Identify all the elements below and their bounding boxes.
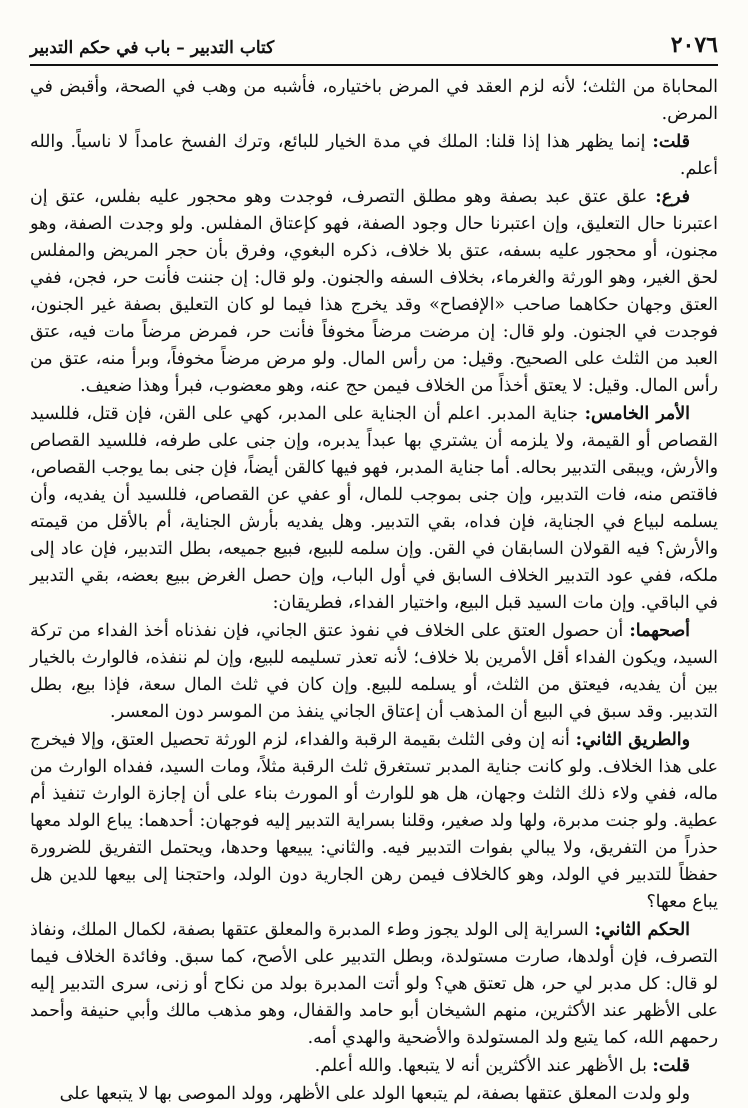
page-body: [30, 74, 718, 1108]
paragraph-lead: الحكم الثاني:: [594, 920, 690, 940]
paragraph-lead: فرع:: [655, 187, 690, 207]
paragraph-lead: قلت:: [652, 1056, 690, 1076]
paragraph-lead: الأمر الخامس:: [584, 404, 690, 424]
paragraph-text: علق عتق عبد بصفة وهو مطلق التصرف، فوجدت وهو محجور عليه بفلس، عتق إن اعتبرنا حال التعليق، وإن اعتبرنا حال وجود الصفة، فهو كإعتاق المفلس. ولو وجدت الصفة، وهو مجنون، أو محجور عليه بسفه، عتق بلا خلاف، ذكره البغوي، وفرق بأن حجر المريض والمفلس لحق الغير، وهو الورثة والغرماء، بخلاف السفه والجنون. ولو قال: إن جننت فأنت حر، فجن، ففي العتق وجهان حكاهما صاحب «الإفصاح» وقد يخرج هذا فيما لو كان التعليق بصفة غير الجنون، فوجدت في الجنون. ولو قال: إن مرضت مرضاً مخوفاً فأنت حر، فمرض مرضاً مات فيه، عتق العبد من الثلث على الصحيح. وقيل: من رأس المال. ولو مرض مرضاً مخوفاً، وبرأ منه، عتق من رأس المال. وقيل: لا يعتق أخذاً من الخلاف فيمن حج عنه، وهو معضوب، فبرأ وهذا ضعيف.: [30, 187, 718, 396]
paragraph-9: [30, 1081, 718, 1108]
paragraph-3: [30, 184, 718, 400]
paragraph-text: ولو ولدت المعلق عتقها بصفة، لم يتبعها الولد على الأظهر، وولد الموصى بها لا يتبعها على: [59, 1084, 690, 1104]
paragraph-8: [30, 1053, 718, 1080]
paragraph-5: [30, 618, 718, 726]
paragraph-lead: أصحهما:: [629, 621, 690, 641]
paragraph-text: بل الأظهر عند الأكثرين أنه لا يتبعها. والله أعلم.: [314, 1056, 653, 1076]
paragraph-7: [30, 917, 718, 1052]
running-header: [30, 30, 718, 66]
paragraph-lead: والطريق الثاني:: [575, 730, 690, 750]
header-title: كتاب التدبير – باب في حكم التدبير: [30, 38, 275, 58]
paragraph-4: [30, 401, 718, 617]
paragraph-text: السراية إلى الولد يجوز وطء المدبرة والمعلق عتقها بصفة، لكمال الملك، ونفاذ التصرف، فإن أولدها، صارت مستولدة، وبطل التدبير على الأصح، كما سبق. وفائدة الخلاف فيما لو قال: كل مدبر لي حر، هل تعتق هي؟ ولو أتت المدبرة بولد من نكاح أو زنى، سرى التدبير إليه على الأظهر عند الأكثرين، منهم الشيخان أبو حامد والقفال، وهو مذهب مالك وأبي حنيفة وأحمد رحمهم الله، كما يتبع ولد المستولدة والأضحية والهدي أمه.: [30, 920, 718, 1048]
paragraph-2: [30, 129, 718, 183]
paragraph-text: جناية المدبر. اعلم أن الجناية على المدبر، كهي على القن، فإن قتل، فللسيد القصاص أو القيمة، ولا يلزمه أن يشتري بها عبداً يدبره، وإن جنى على طرفه، فللسيد القصاص والأرش، ويبقى التدبير بحاله. أما جناية المدبر، فهو فيها كالقن أيضاً، فإن جنى بما يوجب القصاص، فاقتص منه، فات التدبير، وإن جنى بموجب للمال، أو عفي عن القصاص، فللسيد أن يفديه، وأن يسلمه لبياع في الجناية، فإن فداه، بقي التدبير. وهل يفديه بأرش الجناية، أم بالأقل من قيمته والأرش؟ فيه القولان السابقان في القن. وإن سلمه للبيع، فبيع جميعه، بطل التدبير، فإن عاد إلى ملكه، ففي عود التدبير الخلاف السابق في أول الباب، وإن حصل الغرض ببيع بعضه، بقي التدبير في الباقي. وإن مات السيد قبل البيع، واختيار الفداء، فطريقان:: [30, 404, 718, 613]
paragraph-1: [30, 74, 718, 128]
paragraph-text: المحاباة من الثلث؛ لأنه لزم العقد في المرض باختياره، فأشبه من وهب في الصحة، وأقبض في المرض.: [30, 77, 718, 124]
paragraph-text: إنما يظهر هذا إذا قلنا: الملك في مدة الخيار للبائع، وترك الفسخ عامداً لا ناسياً. والله أعلم.: [30, 132, 718, 179]
paragraph-6: [30, 727, 718, 916]
paragraph-text: أنه إن وفى الثلث بقيمة الرقبة والفداء، لزم الورثة تحصيل العتق، وإلا فيخرج على هذا الخلاف. ولو كانت جناية المدبر تستغرق ثلث الرقبة مثلاً، ومات السيد، ففداه الوارث من ماله، ففي ولاء ذلك الثلث وجهان، هل هو للوارث أو المورث بناء على أن إجازة الوارث تنفيذ أم عطية. ولو جنت مدبرة، ولها ولد صغير، وقلنا بسراية التدبير إليه فوجهان: أحدهما: يباع الولد معها حذراً من التفريق، ولا يبالي بفوات التدبير فيه. والثاني: يبيعها وحدها، ويحتمل التفريق للضرورة حفظاً للتدبير في الولد، وهو كالخلاف فيمن رهن الجارية دون الولد، واحتجنا إلى بيعها للدين هل يباع معها؟: [30, 730, 718, 912]
paragraph-text: أن حصول العتق على الخلاف في نفوذ عتق الجاني، فإن نفذناه أخذ الفداء من تركة السيد، ويكون الفداء أقل الأمرين بلا خلاف؛ لأنه تعذر تسليمه للبيع، وإن لم ننفذه، فالوارث بالخيار بين أن يفديه، فيعتق من الثلث، أو يسلمه للبيع. وإن كان في ثلث المال سعة، فإذا بيع، بطل التدبير. وقد سبق في البيع أن المذهب أن إعتاق الجاني ينفذ من الموسر دون المعسر.: [30, 621, 718, 722]
paragraph-lead: قلت:: [652, 132, 690, 152]
page-number: ٢٠٧٦: [670, 32, 718, 58]
